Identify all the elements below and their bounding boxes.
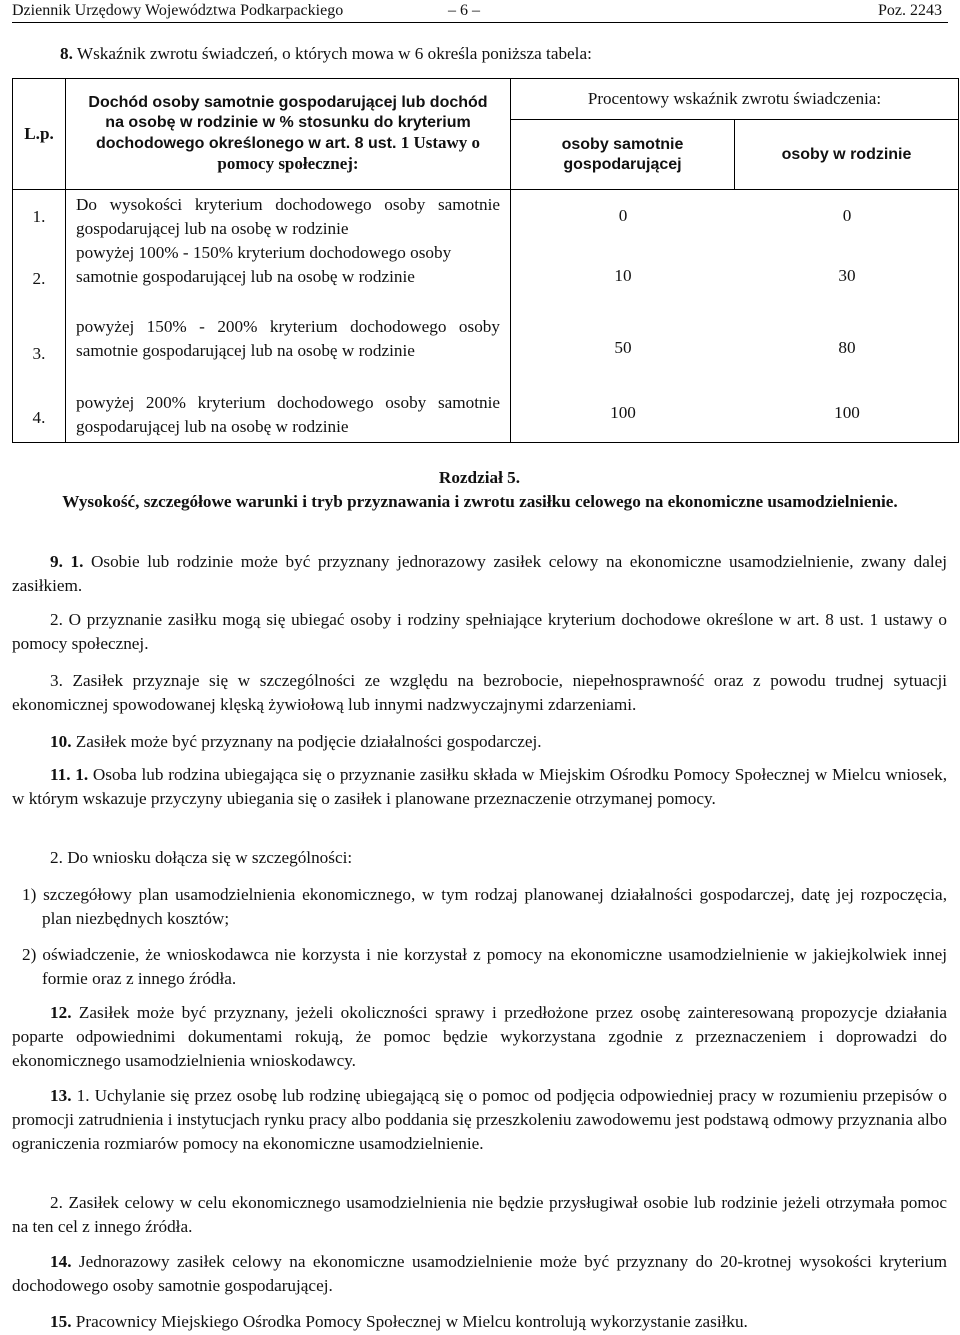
header-refund-group: Procentowy wskaźnik zwrotu świadczenia: bbox=[511, 79, 959, 120]
paragraph-14: 14. Jednorazowy zasiłek celowy na ekonomiczne usamodzielnienie może być przyznany do 20-krotnej wysokości kryterium dochodowego osoby samotnie gospodarującej. bbox=[12, 1252, 947, 1295]
row-lp: 2. bbox=[32, 269, 46, 288]
paragraph-11-2: 2. Do wniosku dołącza się w szczególności: bbox=[50, 848, 353, 867]
row-lp: 3. bbox=[32, 344, 46, 363]
chapter-title: Rozdział 5. bbox=[438, 468, 521, 487]
row-family: 30 bbox=[838, 266, 856, 285]
paragraph-9-1: 9. 1. Osobie lub rodzinie może być przyznany jednorazowy zasiłek celowy na ekonomiczne usamodzielnienie, zwany dalej zasiłkiem. bbox=[12, 552, 948, 595]
list-item-1: 1) szczegółowy plan usamodzielnienia ekonomicznego, w tym rodzaj planowanej działalności gospodarczej, datę jej rozpoczęcia, plan niezbędnych kosztów; bbox=[22, 885, 947, 928]
page-number: – 6 – bbox=[448, 2, 480, 19]
row-family: 80 bbox=[838, 338, 856, 357]
row-income: powyżej 150% - 200% kryterium dochodowego osoby samotnie gospodarującej lub na osobę w rodzinie bbox=[76, 317, 500, 360]
list-item-2: 2) oświadczenie, że wnioskodawca nie korzysta i nie korzystał z pomocy na ekonomiczne usamodzielnienie w jakiejkolwiek innej formie oraz z innego źródła. bbox=[22, 945, 947, 988]
paragraph-10: 10. Zasiłek może być przyznany na podjęcie działalności gospodarczej. bbox=[50, 732, 542, 751]
paragraph-13-2: 2. Zasiłek celowy w celu ekonomicznego usamodzielnienia nie będzie przysługiwał osobie lub rodzinie jeżeli otrzymała pomoc na ten cel z innego źródła. bbox=[12, 1193, 947, 1236]
row-lp: 4. bbox=[32, 408, 46, 427]
row-single: 0 bbox=[618, 206, 628, 225]
paragraph-9-3: 3. Zasiłek przyznaje się w szczególności ze względu na bezrobocie, niepełnosprawność oraz z powodu trudnej sytuacji ekonomicznej spowodowanej klęską żywiołową lub innymi nadzwyczajnymi zdarzeniami. bbox=[12, 671, 947, 714]
row-family: 100 bbox=[834, 403, 860, 422]
chapter-subtitle: Wysokość, szczegółowe warunki i tryb przyznawania i zwrotu zasiłku celowego na ekonomiczne usamodzielnienie. bbox=[62, 492, 898, 511]
row-single: 50 bbox=[614, 338, 632, 357]
header-single: osoby samotnie gospodarującej bbox=[511, 120, 735, 190]
paragraph-13-1: 13. 1. Uchylanie się przez osobę lub rodzinę ubiegającą się o pomoc od podjęcia odpowiedniej pracy w rozumieniu przepisów o promocji zatrudnienia i instytucjach rynku pracy albo poddania się przeszkoleniu zawodowemu jest podstawą odmowy przyznania albo ograniczenia rozmiarów pomocy na ekonomiczne usamodzielnienie. bbox=[12, 1086, 947, 1153]
values-column bbox=[511, 190, 959, 443]
row-income: Do wysokości kryterium dochodowego osoby samotnie gospodarującej lub na osobę w rodzinie bbox=[76, 195, 500, 238]
lp-column bbox=[13, 190, 66, 443]
page-header bbox=[12, 0, 948, 23]
paragraph-9-2: 2. O przyznanie zasiłku mogą się ubiegać osoby i rodziny spełniające kryterium dochodowe określone w art. 8 ust. 1 ustawy o pomocy społecznej. bbox=[12, 610, 947, 653]
header-income: Dochód osoby samotnie gospodarującej lub dochód na osobę w rodzinie w % stosunku do kryterium dochodowego określonego w art. 8 ust. 1 Ustawy o pomocy społecznej: bbox=[66, 79, 511, 190]
header-lp: L.p. bbox=[13, 79, 66, 190]
header-family: osoby w rodzinie bbox=[735, 120, 959, 190]
section-number: 8. bbox=[60, 44, 73, 63]
row-family: 0 bbox=[842, 206, 852, 225]
journal-title: Dziennik Urzędowy Województwa Podkarpackiego bbox=[12, 2, 344, 19]
income-column bbox=[66, 190, 511, 443]
section-text: Wskaźnik zwrotu świadczeń, o których mowa w 6 określa poniższa tabela: bbox=[72, 44, 592, 63]
section-8-intro bbox=[60, 42, 592, 66]
row-income: powyżej 100% - 150% kryterium dochodowego osoby samotnie gospodarującej lub na osobę w rodzinie bbox=[76, 243, 452, 286]
refund-rate-table bbox=[12, 78, 959, 443]
paragraph-11-1: 11. 1. Osoba lub rodzina ubiegająca się o przyznanie zasiłku składa w Miejskim Ośrodku Pomocy Społecznej w Mielcu wniosek, w którym wskazuje przyczyny ubiegania się o zasiłek i planowane przeznaczenie otrzymanej pomocy. bbox=[12, 765, 947, 808]
row-income: powyżej 200% kryterium dochodowego osoby samotnie gospodarującej lub na osobę w rodzinie bbox=[76, 393, 500, 436]
row-lp: 1. bbox=[32, 207, 46, 226]
position-number: Poz. 2243 bbox=[878, 2, 942, 19]
row-single: 10 bbox=[614, 266, 632, 285]
row-single: 100 bbox=[610, 403, 636, 422]
paragraph-12: 12. Zasiłek może być przyznany, jeżeli okoliczności sprawy i przedłożone przez osobę zainteresowaną propozycje działania poparte odpowiednimi dokumentami rokują, że pomoc będzie wykorzystana zgodnie z przeznaczeniem i doprowadzi do ekonomicznego usamodzielnienia wnioskodawcy. bbox=[12, 1003, 947, 1070]
paragraph-15: 15. Pracownicy Miejskiego Ośrodka Pomocy Społecznej w Mielcu kontrolują wykorzystanie zasiłku. bbox=[50, 1312, 748, 1331]
